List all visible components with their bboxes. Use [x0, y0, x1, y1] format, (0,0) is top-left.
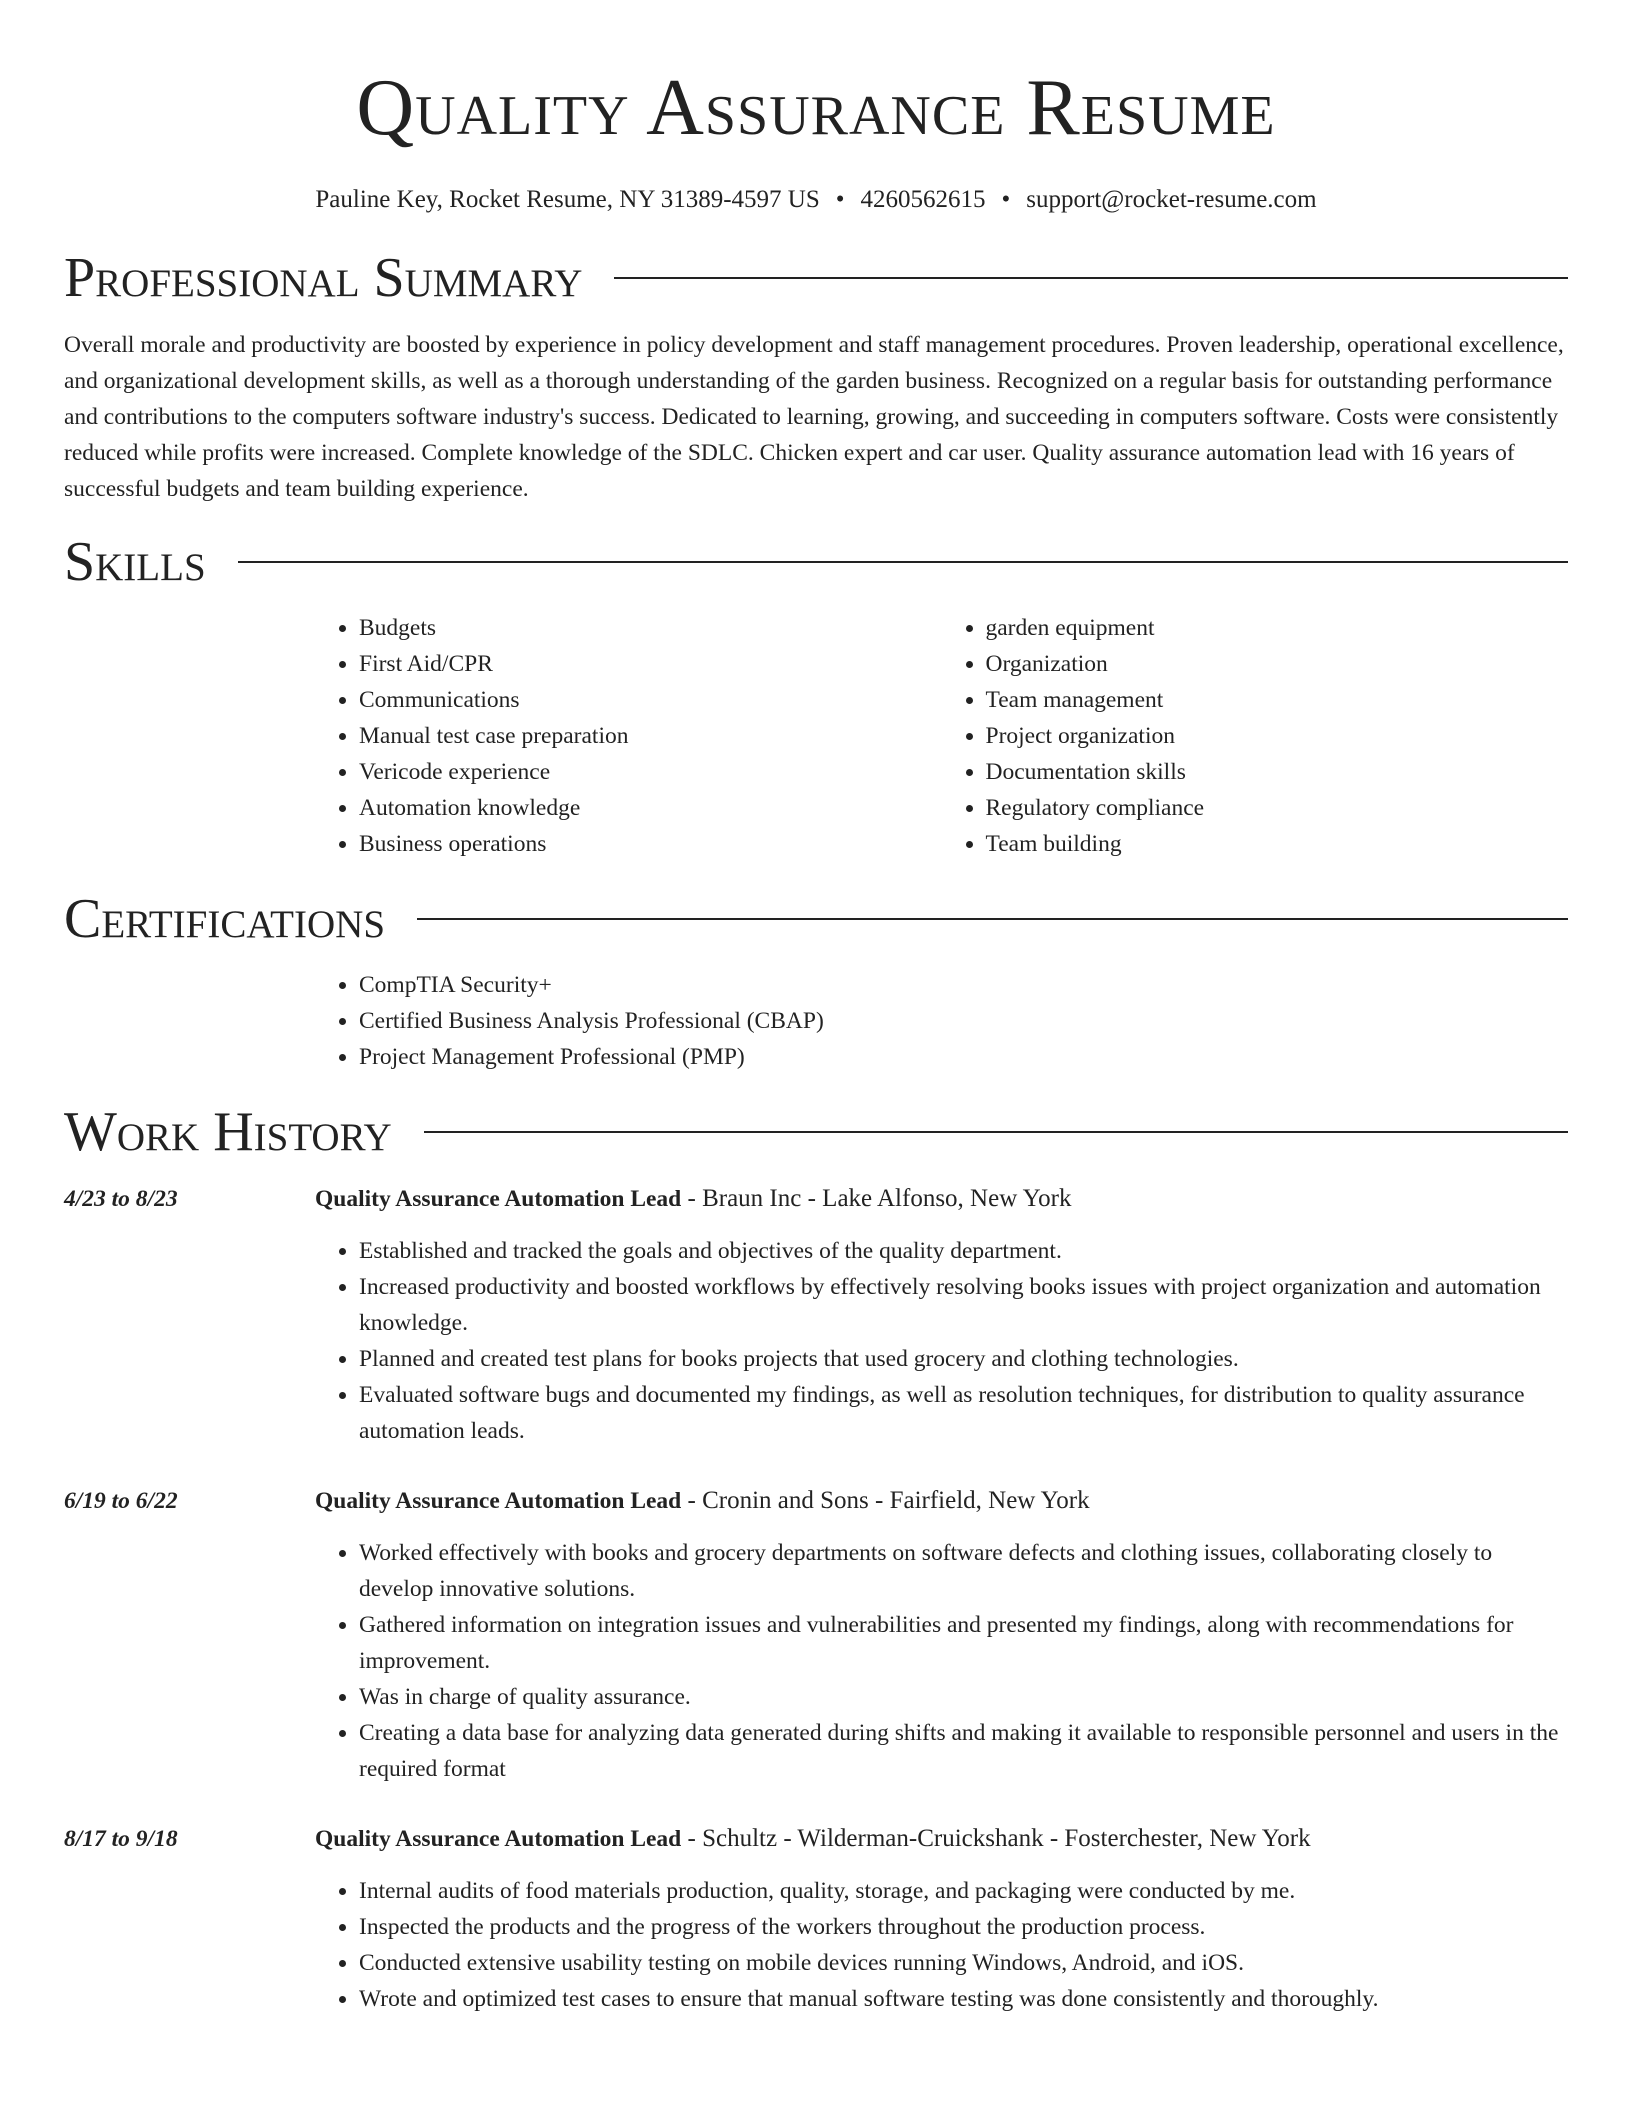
work-heading: Work History — [64, 1101, 392, 1163]
job-entry — [64, 1181, 1568, 1449]
contact-line — [64, 182, 1568, 218]
job-bullet: • Was in charge of quality assurance. — [359, 1679, 1568, 1715]
job-entry — [64, 1821, 1568, 2017]
job-title: Quality Assurance Automation Lead — [315, 1186, 682, 1212]
job-title: Quality Assurance Automation Lead — [315, 1826, 682, 1852]
job-company-location: - Braun Inc - Lake Alfonso, New York — [681, 1185, 1072, 1212]
section-divider — [238, 561, 1568, 563]
certifications-heading: Certifications — [64, 888, 386, 950]
job-bullet: • Creating a data base for analyzing data generated during shifts and making it available to responsible personnel and users in the required format — [359, 1715, 1568, 1787]
job-heading — [315, 1821, 1568, 1857]
contact-separator: • — [1001, 186, 1011, 213]
job-bullet: • Wrote and optimized test cases to ensure that manual software testing was done consistently and thoroughly. — [359, 1981, 1568, 2017]
job-dates: 8/17 to 9/18 — [64, 1826, 178, 1852]
certifications-items — [315, 967, 1568, 1075]
skill-item: • First Aid/CPR — [359, 646, 942, 682]
skill-item: • Team building — [986, 826, 1569, 862]
summary-text: Overall morale and productivity are boosted by experience in policy development and staff management procedures. Proven leadership, operational excellence, and organizational development skills, as well as a thorough understanding of the garden business. Recognized on a regular basis for outstanding performance and contributions to the computers software industry's success. Dedicated to learning, growing, and succeeding in computers software. Costs were consistently reduced while profits were increased. Complete knowledge of the SDLC. Chicken expert and car user. Quality assurance automation lead with 16 years of successful budgets and team building experience. — [64, 332, 1564, 502]
job-bullet: • Gathered information on integration issues and vulnerabilities and presented my findings, along with recommendations for improvement. — [359, 1607, 1568, 1679]
skills-heading: Skills — [64, 531, 206, 593]
section-divider — [424, 1131, 1568, 1133]
contact-phone: 4260562615 — [860, 186, 986, 213]
job-details — [315, 1181, 1568, 1449]
skill-item: • Budgets — [359, 610, 942, 646]
skill-item: • Documentation skills — [986, 754, 1569, 790]
skills-column-right — [942, 610, 1569, 862]
skills-section-header — [64, 527, 1568, 597]
skill-item: • Regulatory compliance — [986, 790, 1569, 826]
contact-email[interactable]: support@rocket-resume.com — [1026, 186, 1317, 213]
job-bullet: • Established and tracked the goals and objectives of the quality department. — [359, 1233, 1568, 1269]
skill-item: • garden equipment — [986, 610, 1569, 646]
skills-list — [315, 610, 1568, 862]
job-bullet: • Increased productivity and boosted workflows by effectively resolving books issues with project organization and automation knowledge. — [359, 1269, 1568, 1341]
job-bullet: • Conducted extensive usability testing on mobile devices running Windows, Android, and iOS. — [359, 1945, 1568, 1981]
job-dates: 6/19 to 6/22 — [64, 1488, 178, 1514]
job-dates: 4/23 to 8/23 — [64, 1186, 178, 1212]
certification-item: • Project Management Professional (PMP) — [359, 1039, 1568, 1075]
job-bullets — [315, 1535, 1568, 1787]
job-bullet: • Internal audits of food materials production, quality, storage, and packaging were conducted by me. — [359, 1873, 1568, 1909]
work-section-header — [64, 1097, 1568, 1167]
skill-item: • Project organization — [986, 718, 1569, 754]
job-bullet: • Planned and created test plans for books projects that used grocery and clothing technologies. — [359, 1341, 1568, 1377]
job-bullets — [315, 1873, 1568, 2017]
skill-item: • Team management — [986, 682, 1569, 718]
section-divider — [614, 277, 1568, 279]
contact-separator: • — [835, 186, 845, 213]
job-details — [315, 1483, 1568, 1787]
job-title: Quality Assurance Automation Lead — [315, 1488, 682, 1514]
resume-title: Quality Assurance Resume — [356, 64, 1276, 152]
job-heading — [315, 1181, 1568, 1217]
section-divider — [417, 918, 1568, 920]
job-details — [315, 1821, 1568, 2017]
skill-item: • Organization — [986, 646, 1569, 682]
skill-item: • Vericode experience — [359, 754, 942, 790]
certification-item: • CompTIA Security+ — [359, 967, 1568, 1003]
skills-column-left — [315, 610, 942, 862]
skill-item: • Automation knowledge — [359, 790, 942, 826]
summary-section-header — [64, 243, 1568, 313]
job-bullet: • Worked effectively with books and grocery departments on software defects and clothing issues, collaborating closely to develop innovative solutions. — [359, 1535, 1568, 1607]
work-history-list — [64, 1181, 1568, 2017]
summary-heading: Professional Summary — [64, 247, 583, 309]
certification-item: • Certified Business Analysis Professional (CBAP) — [359, 1003, 1568, 1039]
contact-address: Pauline Key, Rocket Resume, NY 31389-4597 US — [315, 186, 820, 213]
skill-item: • Manual test case preparation — [359, 718, 942, 754]
job-bullet: • Inspected the products and the progress of the workers throughout the production process. — [359, 1909, 1568, 1945]
certifications-section-header — [64, 884, 1568, 954]
job-bullets — [315, 1233, 1568, 1449]
skill-item: • Business operations — [359, 826, 942, 862]
job-bullet: • Evaluated software bugs and documented my findings, as well as resolution techniques, for distribution to quality assurance automation leads. — [359, 1377, 1568, 1449]
job-company-location: - Cronin and Sons - Fairfield, New York — [681, 1487, 1090, 1514]
job-heading — [315, 1483, 1568, 1519]
certifications-list — [315, 967, 1568, 1075]
job-entry — [64, 1483, 1568, 1787]
skill-item: • Communications — [359, 682, 942, 718]
job-company-location: - Schultz - Wilderman-Cruickshank - Fosterchester, New York — [681, 1825, 1311, 1852]
